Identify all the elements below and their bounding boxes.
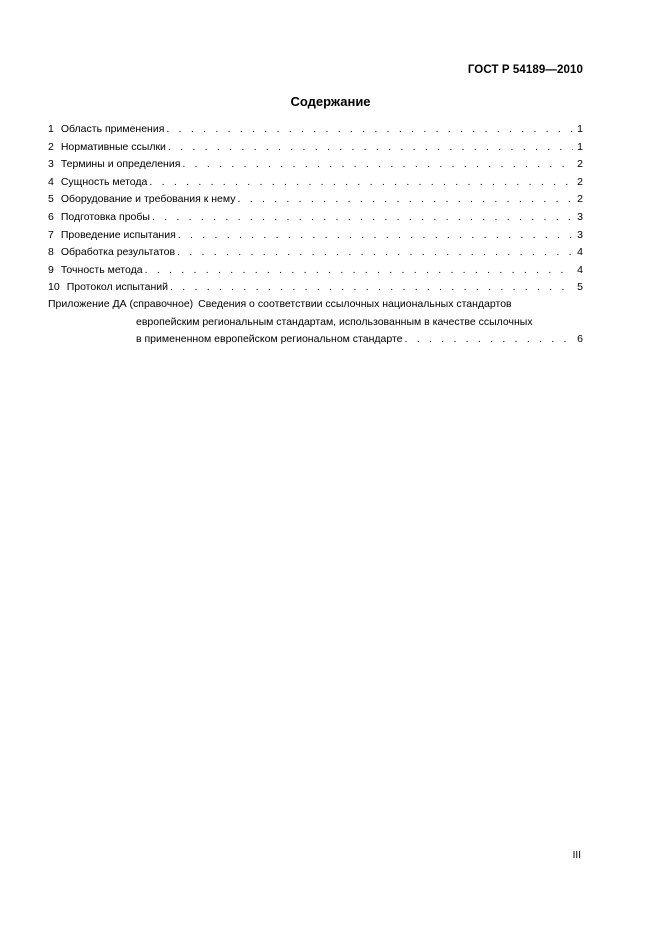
appendix-title-line2: европейским региональным стандартам, использованным в качестве ссылочных xyxy=(136,315,533,328)
toc-leader-dots xyxy=(182,156,573,174)
toc-item-label: Сущность метода xyxy=(60,175,148,188)
toc-item-number: 2 xyxy=(48,140,54,153)
toc-item-number: 9 xyxy=(48,263,54,276)
toc-item[interactable] xyxy=(48,156,583,174)
toc-item-page: 2 xyxy=(577,158,583,171)
toc-item[interactable] xyxy=(48,279,583,297)
appendix-prefix: Приложение ДА (справочное) xyxy=(48,298,194,310)
toc-item-page: 2 xyxy=(577,193,583,206)
toc-item-number: 10 xyxy=(48,281,60,294)
toc-item[interactable] xyxy=(48,262,583,280)
appendix-first-line xyxy=(48,296,583,314)
toc-item-label: Нормативные ссылки xyxy=(60,140,166,153)
appendix-last-line xyxy=(48,331,583,349)
toc-item-page: 4 xyxy=(577,246,583,259)
document-code: ГОСТ Р 54189—2010 xyxy=(467,64,583,76)
toc-item-number: 6 xyxy=(48,210,54,223)
appendix-page: 6 xyxy=(577,333,583,346)
toc-item-label: Проведение испытания xyxy=(60,228,176,241)
toc-item-page: 1 xyxy=(577,123,583,135)
toc-item-number: 3 xyxy=(48,158,54,171)
toc-item[interactable] xyxy=(48,244,583,262)
toc-item-label: Точность метода xyxy=(60,263,143,276)
toc-leader-dots xyxy=(170,279,573,297)
appendix-title-line3: в примененном европейском региональном стандарте xyxy=(136,333,403,346)
toc-leader-dots xyxy=(178,227,573,245)
toc-item-label: Оборудование и требования к нему xyxy=(60,193,236,206)
toc-item-label: Обработка результатов xyxy=(60,246,176,259)
toc-appendix-entry[interactable] xyxy=(48,296,583,349)
toc-leader-dots xyxy=(237,191,573,209)
toc-item-number: 1 xyxy=(48,123,54,135)
toc-item[interactable] xyxy=(48,174,583,192)
toc-item-page: 1 xyxy=(577,140,583,153)
toc-item-page: 3 xyxy=(577,210,583,223)
appendix-title-line1: Сведения о соответствии ссылочных национальных стандартов xyxy=(198,298,512,310)
page-number: III xyxy=(572,850,581,861)
toc-leader-dots xyxy=(149,174,573,192)
toc-leader-dots xyxy=(166,121,573,139)
toc-item-label: Область применения xyxy=(60,123,165,135)
toc-item-page: 2 xyxy=(577,175,583,188)
toc-leader-dots xyxy=(168,139,573,157)
toc-item-number: 4 xyxy=(48,175,54,188)
toc-item-page: 5 xyxy=(577,281,583,294)
toc-item-label: Протокол испытаний xyxy=(66,281,168,294)
toc-item[interactable] xyxy=(48,209,583,227)
toc-list xyxy=(48,121,583,297)
toc-item-page: 3 xyxy=(577,228,583,241)
toc-item-number: 8 xyxy=(48,246,54,259)
toc-leader-dots xyxy=(405,331,574,349)
toc-item-number: 7 xyxy=(48,228,54,241)
toc-item[interactable] xyxy=(48,191,583,209)
toc-item[interactable] xyxy=(48,121,583,139)
toc-item[interactable] xyxy=(48,139,583,157)
toc-item-page: 4 xyxy=(577,263,583,276)
toc-title: Содержание xyxy=(290,94,371,109)
toc-leader-dots xyxy=(152,209,573,227)
toc-item-label: Термины и определения xyxy=(60,158,181,171)
toc-item-number: 5 xyxy=(48,193,54,206)
toc-leader-dots xyxy=(177,244,573,262)
toc-item-label: Подготовка пробы xyxy=(60,210,150,223)
toc-item[interactable] xyxy=(48,227,583,245)
toc-leader-dots xyxy=(145,262,573,280)
